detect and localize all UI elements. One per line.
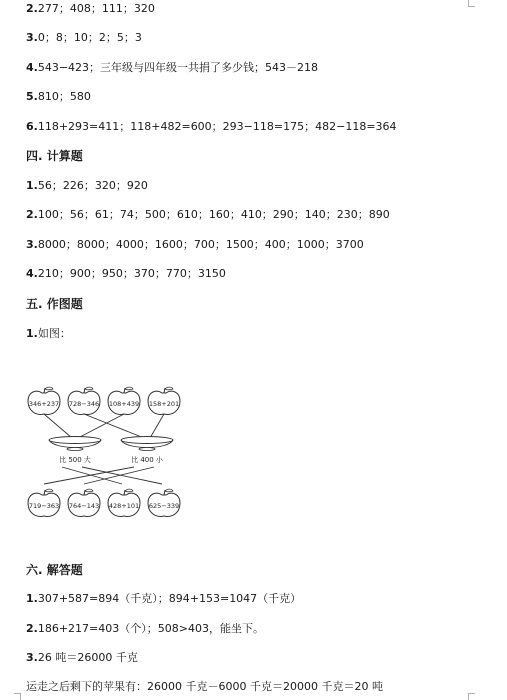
item-number: 1. — [26, 592, 38, 605]
item-number: 1. — [26, 179, 38, 192]
connector-line — [44, 414, 72, 438]
bottom-apple-label: 719−363 — [28, 502, 60, 510]
answer-line — [26, 120, 397, 134]
item-number: 4. — [26, 267, 38, 280]
answer-line — [26, 2, 155, 16]
answer-line — [26, 651, 138, 665]
item-number: 3. — [26, 651, 38, 664]
top-apple-label: 108+439 — [108, 400, 140, 408]
answer-continuation: 运走之后剩下的苹果有：26000 千克－6000 千克＝20000 千克＝20 吨 — [26, 680, 383, 693]
section-heading-drawing: 五. 作图题 — [26, 297, 83, 311]
item-number: 6. — [26, 120, 38, 133]
connector-line — [150, 414, 164, 438]
corner-mark-bottom-right — [468, 693, 475, 700]
top-apple-label: 158+201 — [148, 400, 180, 408]
bottom-apple-label: 428+101 — [108, 502, 140, 510]
apple-matching-figure — [22, 380, 192, 520]
plate-label: 比 400 小 — [131, 456, 163, 464]
section-heading-calculation: 四. 计算题 — [26, 149, 83, 163]
item-number: 3. — [26, 31, 38, 44]
item-text: 186+217=403（个）；508>403，能坐下。 — [37, 622, 264, 635]
bottom-apple-label: 625−339 — [148, 502, 180, 510]
item-text: 56；226；320；920 — [37, 179, 148, 192]
plate-label: 比 500 大 — [59, 456, 91, 464]
item-text: 100；56；61；74；500；610；160；410；290；140；230；890 — [37, 208, 390, 221]
answer-line — [26, 267, 226, 281]
plate-icon — [121, 437, 173, 451]
item-number: 2. — [26, 208, 38, 221]
answer-line — [26, 90, 91, 104]
item-number: 5. — [26, 90, 38, 103]
connector-line — [84, 414, 144, 438]
answer-line — [26, 61, 318, 75]
item-text: 210；900；950；370；770；3150 — [37, 267, 226, 280]
connector-line — [78, 414, 124, 438]
answer-line — [26, 327, 71, 341]
answer-line — [26, 31, 142, 45]
answer-line — [26, 208, 390, 222]
item-number: 3. — [26, 238, 38, 251]
item-text: 0；8；10；2；5；3 — [37, 31, 142, 44]
top-apple-label: 346+237 — [28, 400, 60, 408]
section-heading-word-problems: 六. 解答题 — [26, 563, 83, 577]
item-text: 如图： — [37, 327, 71, 340]
answer-line — [26, 592, 301, 606]
corner-mark-top-right — [468, 0, 475, 7]
item-text: 277；408；111；320 — [37, 2, 155, 15]
answer-line — [26, 238, 364, 252]
item-text: 543−423；三年级与四年级一共捐了多少钱；543－218 — [37, 61, 319, 74]
item-text: 118+293=411；118+482=600；293−118=175；482−118=364 — [37, 120, 397, 133]
bottom-apple-label: 764−143 — [68, 502, 100, 510]
item-number: 4. — [26, 61, 38, 74]
item-text: 307+587=894（千克）；894+153=1047（千克） — [37, 592, 302, 605]
item-text: 8000；8000；4000；1600；700；1500；400；1000；3700 — [37, 238, 364, 251]
top-apple-label: 728−346 — [68, 400, 100, 408]
item-number: 2. — [26, 622, 38, 635]
item-number: 2. — [26, 2, 38, 15]
corner-mark-bottom-left — [14, 693, 21, 700]
plate-icon — [49, 437, 101, 451]
item-text: 26 吨＝26000 千克 — [37, 651, 138, 664]
item-number: 1. — [26, 327, 38, 340]
answer-line — [26, 622, 264, 636]
answer-line — [26, 179, 148, 193]
item-text: 810；580 — [37, 90, 91, 103]
